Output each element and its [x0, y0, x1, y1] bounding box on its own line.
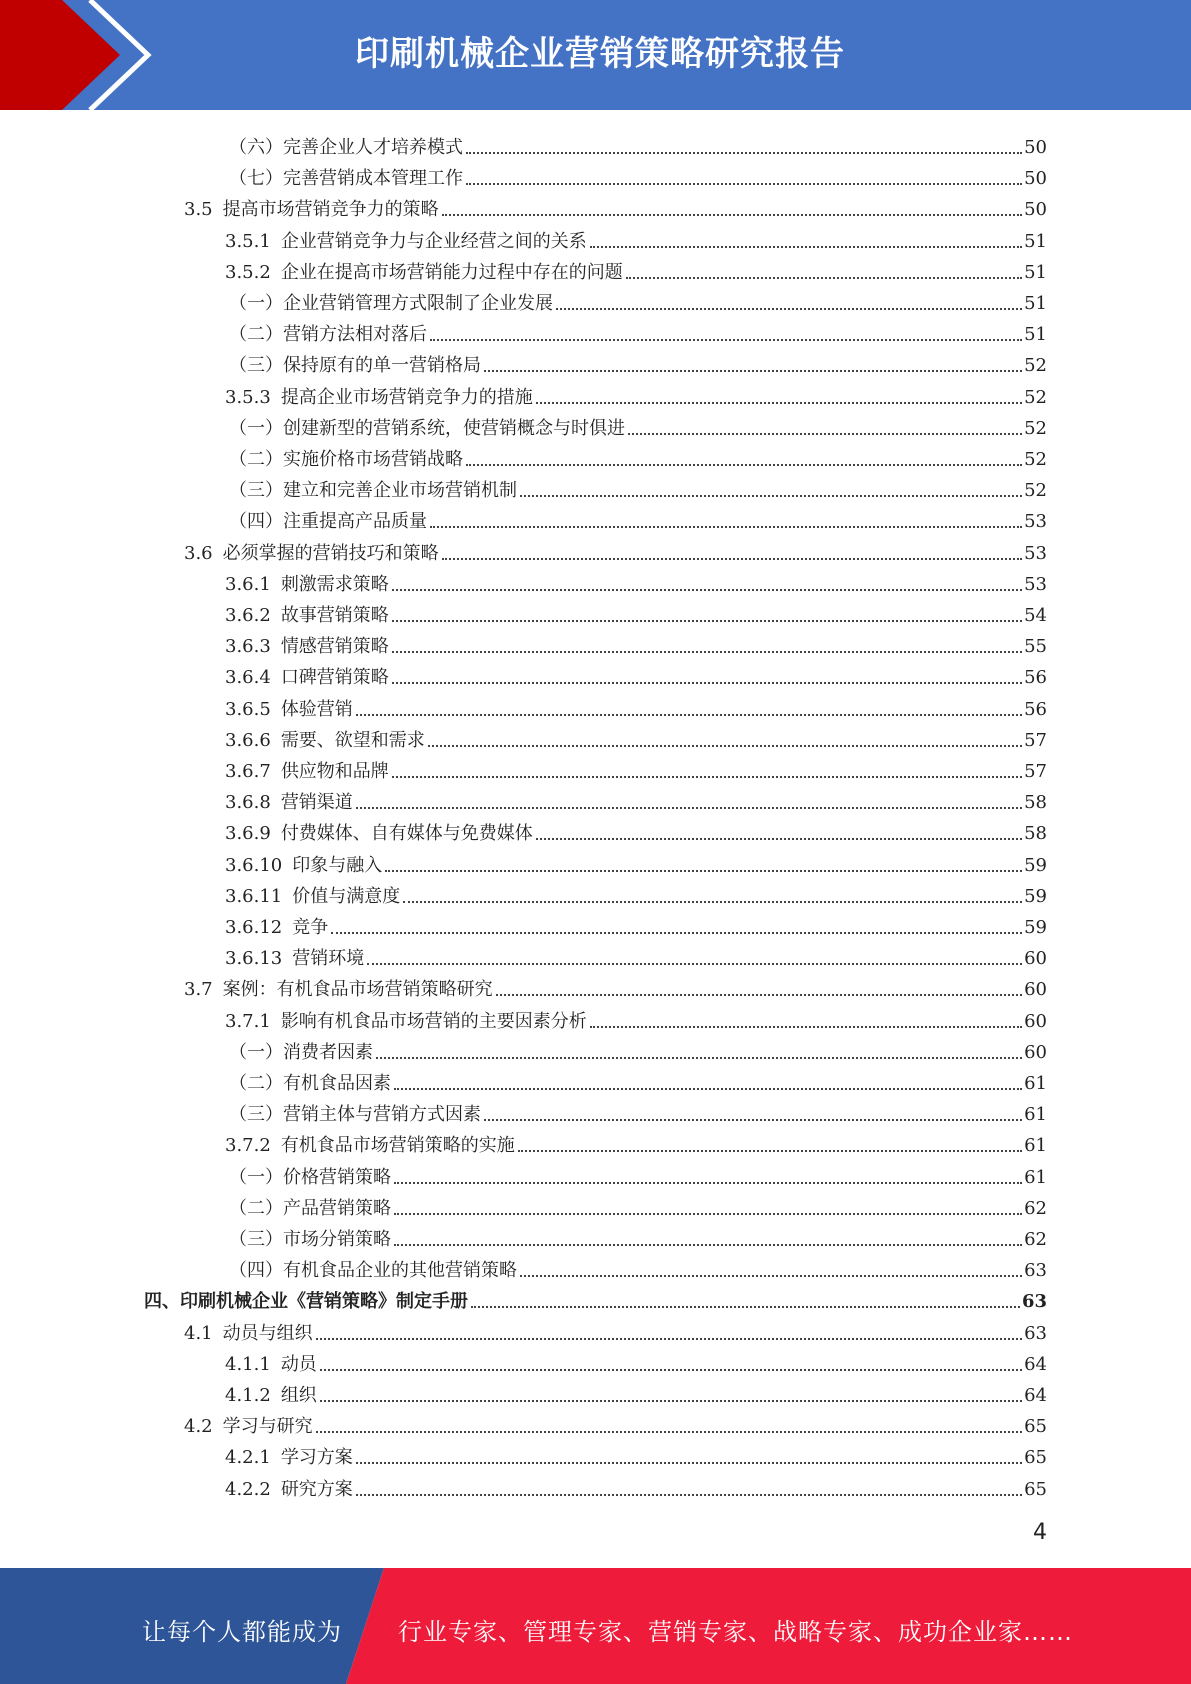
toc-dot-leader [520, 495, 1022, 497]
toc-entry[interactable] [225, 1438, 1047, 1469]
toc-entry-number: 3.6.8 [225, 792, 271, 814]
toc-entry[interactable] [225, 1345, 1047, 1376]
toc-entry[interactable] [229, 128, 1047, 159]
toc-entry-number: 4.1.1 [225, 1353, 271, 1375]
toc-dot-leader [628, 433, 1022, 435]
toc-entry-page: 63 [1024, 1322, 1047, 1344]
toc-entry-number: 3.6.7 [225, 761, 271, 782]
toc-entry[interactable] [225, 877, 1047, 908]
toc-entry[interactable] [225, 846, 1047, 877]
toc-dot-leader [590, 246, 1022, 248]
toc-entry-title: 供应物和品牌 [280, 761, 389, 782]
footer-slogan-right: 行业专家、管理专家、营销专家、战略专家、成功企业家…… [398, 1618, 1073, 1646]
toc-dot-leader [536, 402, 1022, 404]
toc-dot-leader [590, 1026, 1022, 1028]
toc-entry[interactable] [184, 534, 1047, 565]
toc-entry[interactable] [144, 1282, 1047, 1313]
toc-entry-number: 3.6.4 [225, 667, 271, 689]
page-header [0, 0, 1191, 110]
toc-entry-number: 3.5 [184, 199, 213, 221]
toc-dot-leader [556, 308, 1022, 310]
toc-entry[interactable] [229, 440, 1047, 471]
toc-entry-number: 3.6.13 [225, 948, 283, 970]
toc-entry-page: 64 [1024, 1385, 1047, 1406]
toc-dot-leader [394, 1213, 1022, 1215]
toc-entry-number: 3.7 [184, 979, 213, 1001]
toc-entry-page: 58 [1024, 823, 1047, 845]
toc-entry-title: 影响有机食品市场营销的主要因素分析 [280, 1010, 587, 1032]
toc-entry-title: 提高市场营销竞争力的策略 [222, 199, 439, 221]
toc-dot-leader [520, 1275, 1022, 1277]
toc-entry-page: 53 [1024, 511, 1047, 533]
toc-entry[interactable] [225, 253, 1047, 284]
toc-entry[interactable] [184, 1407, 1047, 1438]
toc-dot-leader [442, 558, 1022, 560]
toc-entry[interactable] [229, 1189, 1047, 1220]
toc-dot-leader [316, 1338, 1022, 1340]
toc-entry-title: 营销渠道 [280, 792, 353, 814]
toc-entry-number: 4.2.1 [225, 1447, 271, 1469]
toc-entry-title: 体验营销 [280, 698, 353, 720]
toc-dot-leader [331, 932, 1022, 934]
toc-entry-title: 必须掌握的营销技巧和策略 [222, 542, 439, 564]
toc-dot-leader [466, 152, 1022, 154]
toc-entry-page: 51 [1024, 324, 1047, 346]
toc-entry-number: 3.5.3 [225, 386, 271, 408]
toc-entry-page: 56 [1024, 667, 1047, 689]
toc-entry-number: 3.6.6 [225, 729, 271, 751]
toc-entry-title: （二）产品营销策略 [229, 1197, 391, 1219]
toc-entry[interactable] [225, 378, 1047, 409]
toc-dot-leader [320, 1369, 1022, 1371]
toc-dot-leader [320, 1400, 1022, 1402]
toc-entry-number: 3.5.1 [225, 230, 271, 252]
toc-entry-title: 研究方案 [280, 1478, 353, 1500]
toc-entry-title: 需要、欲望和需求 [280, 729, 425, 751]
toc-entry[interactable] [229, 1220, 1047, 1251]
toc-entry[interactable] [225, 658, 1047, 689]
toc-dot-leader [430, 526, 1022, 528]
toc-entry-page: 65 [1024, 1478, 1047, 1500]
toc-dot-leader [392, 589, 1022, 591]
toc-dot-leader [442, 214, 1022, 216]
toc-entry[interactable] [225, 222, 1047, 253]
toc-entry[interactable] [229, 1033, 1047, 1064]
toc-entry-number: 3.6.3 [225, 636, 271, 658]
toc-entry-title: 提高企业市场营销竞争力的措施 [280, 386, 533, 408]
toc-entry-title: （二）实施价格市场营销战略 [229, 449, 463, 470]
toc-entry-page: 50 [1024, 199, 1047, 221]
toc-entry[interactable] [229, 1095, 1047, 1126]
toc-entry-title: （一）消费者因素 [229, 1041, 373, 1063]
toc-entry-title: （一）创建新型的营销系统，使营销概念与时俱进 [229, 417, 625, 439]
toc-entry-page: 59 [1024, 917, 1047, 938]
toc-entry[interactable] [225, 1376, 1047, 1407]
toc-entry-title: （二）营销方法相对落后 [229, 324, 427, 346]
toc-entry-page: 64 [1024, 1353, 1047, 1375]
toc-dot-leader [536, 838, 1022, 840]
toc-entry-title: 印象与融入 [292, 854, 383, 876]
toc-entry-title: （四）有机食品企业的其他营销策略 [229, 1260, 517, 1282]
toc-entry-number: 3.6.10 [225, 854, 283, 876]
toc-entry-title: 学习方案 [280, 1447, 353, 1469]
toc-entry-page: 56 [1024, 698, 1047, 720]
toc-dot-leader [367, 963, 1022, 965]
toc-entry-title: 动员与组织 [222, 1322, 313, 1344]
toc-dot-leader [392, 776, 1022, 778]
toc-dot-leader [466, 183, 1022, 185]
toc-entry[interactable] [225, 783, 1047, 814]
toc-dot-leader [518, 1150, 1022, 1152]
toc-entry-title: 组织 [280, 1385, 317, 1406]
toc-entry-page: 60 [1024, 979, 1047, 1001]
toc-entry-number: 3.6.9 [225, 823, 271, 845]
toc-entry-title: 营销环境 [292, 948, 365, 970]
page-footer [0, 1568, 1191, 1684]
toc-entry-page: 51 [1024, 293, 1047, 314]
toc-entry-title: （六）完善企业人才培养模式 [229, 137, 463, 158]
toc-entry-title: 口碑营销策略 [280, 667, 389, 689]
toc-entry-page: 57 [1024, 761, 1047, 782]
toc-entry-title: （三）市场分销策略 [229, 1229, 391, 1250]
toc-entry[interactable] [229, 502, 1047, 533]
toc-dot-leader [466, 464, 1022, 466]
toc-entry-page: 57 [1024, 729, 1047, 751]
toc-entry-title: 情感营销策略 [280, 636, 389, 658]
toc-entry-page: 53 [1024, 573, 1047, 595]
toc-entry[interactable] [229, 1064, 1047, 1095]
toc-entry-number: 3.5.2 [225, 261, 271, 283]
toc-entry-number: 3.7.2 [225, 1135, 271, 1157]
toc-entry-page: 61 [1024, 1073, 1047, 1094]
toc-entry-page: 62 [1024, 1197, 1047, 1219]
toc-entry[interactable] [225, 1002, 1047, 1033]
toc-dot-leader [496, 994, 1022, 996]
toc-entry-title: （七）完善营销成本管理工作 [229, 168, 463, 190]
toc-entry-title: 企业营销竞争力与企业经营之间的关系 [280, 230, 587, 252]
toc-entry-number: 4.1 [184, 1322, 213, 1344]
toc-entry[interactable] [229, 315, 1047, 346]
toc-entry-number: 3.6.12 [225, 917, 283, 938]
toc-entry-page: 52 [1024, 417, 1047, 439]
toc-entry[interactable] [184, 190, 1047, 221]
toc-entry[interactable] [225, 596, 1047, 627]
toc-entry[interactable] [225, 1470, 1047, 1501]
toc-dot-leader [356, 1462, 1022, 1464]
toc-entry-page: 55 [1024, 636, 1047, 658]
toc-entry-number: 4.2 [184, 1416, 213, 1438]
toc-entry[interactable] [229, 1158, 1047, 1189]
toc-entry[interactable] [229, 346, 1047, 377]
toc-entry[interactable] [184, 1314, 1047, 1345]
toc-entry-page: 52 [1024, 480, 1047, 502]
toc-entry-page: 59 [1024, 854, 1047, 876]
toc-entry[interactable] [229, 409, 1047, 440]
toc-dot-leader [316, 1431, 1022, 1433]
toc-dot-leader [392, 651, 1022, 653]
toc-entry-title: （二）有机食品因素 [229, 1073, 391, 1094]
toc-entry[interactable] [225, 690, 1047, 721]
toc-entry-number: 3.6 [184, 542, 213, 564]
toc-entry-page: 61 [1024, 1104, 1047, 1126]
toc-entry-page: 63 [1021, 1291, 1047, 1313]
toc-entry-title: 企业在提高市场营销能力过程中存在的问题 [280, 261, 623, 283]
toc-dot-leader [394, 1244, 1022, 1246]
toc-entry[interactable] [229, 159, 1047, 190]
toc-entry[interactable] [225, 814, 1047, 845]
toc-entry-page: 62 [1024, 1229, 1047, 1250]
toc-entry-title: （三）保持原有的单一营销格局 [229, 355, 481, 377]
toc-entry-number: 3.7.1 [225, 1010, 271, 1032]
toc-entry[interactable] [184, 970, 1047, 1001]
toc-entry-number: 4.1.2 [225, 1385, 271, 1406]
toc-entry-title: （四）注重提高产品质量 [229, 511, 427, 533]
footer-slogan-left: 让每个人都能成为 [142, 1618, 342, 1646]
toc-entry-title: （一）企业营销管理方式限制了企业发展 [229, 293, 553, 314]
toc-entry-page: 61 [1024, 1135, 1047, 1157]
toc-entry-page: 50 [1024, 168, 1047, 190]
toc-entry-page: 54 [1024, 605, 1047, 626]
toc-entry[interactable] [225, 939, 1047, 970]
toc-entry-page: 65 [1024, 1447, 1047, 1469]
toc-entry-title: 竞争 [292, 917, 329, 938]
toc-entry-title: 动员 [280, 1353, 317, 1375]
toc-entry-page: 58 [1024, 792, 1047, 814]
toc-dot-leader [484, 370, 1022, 372]
page-number: 4 [1033, 1520, 1047, 1545]
toc-entry-page: 51 [1024, 230, 1047, 252]
toc-entry-title: 付费媒体、自有媒体与免费媒体 [280, 823, 533, 845]
toc-entry-title: 有机食品市场营销策略的实施 [280, 1135, 515, 1157]
toc-dot-leader [392, 682, 1022, 684]
toc-entry-page: 53 [1024, 542, 1047, 564]
toc-dot-leader [394, 1182, 1022, 1184]
toc-entry-number: 3.6.1 [225, 573, 271, 595]
toc-dot-leader [403, 901, 1022, 903]
toc-entry-number: 4.2.2 [225, 1478, 271, 1500]
toc-entry-page: 65 [1024, 1416, 1047, 1438]
toc-entry-page: 52 [1024, 449, 1047, 470]
toc-entry[interactable] [225, 908, 1047, 939]
toc-entry[interactable] [225, 752, 1047, 783]
toc-entry[interactable] [225, 721, 1047, 752]
toc-entry-number: 3.6.2 [225, 605, 271, 626]
toc-entry-title: 价值与满意度 [292, 885, 401, 907]
toc-entry-page: 52 [1024, 386, 1047, 408]
toc-dot-leader [626, 277, 1022, 279]
toc-entry-title: （三）建立和完善企业市场营销机制 [229, 480, 517, 502]
toc-entry-page: 50 [1024, 137, 1047, 158]
toc-entry[interactable] [229, 471, 1047, 502]
toc-dot-leader [356, 714, 1022, 716]
toc-entry[interactable] [225, 1126, 1047, 1157]
toc-dot-leader [394, 1088, 1022, 1090]
toc-entry[interactable] [229, 284, 1047, 315]
toc-dot-leader [484, 1119, 1022, 1121]
toc-entry-title: （一）价格营销策略 [229, 1166, 391, 1188]
toc-entry-page: 61 [1024, 1166, 1047, 1188]
toc-entry[interactable] [229, 1251, 1047, 1282]
toc-dot-leader [430, 339, 1022, 341]
toc-entry-page: 51 [1024, 261, 1047, 283]
toc-entry-page: 60 [1024, 948, 1047, 970]
toc-entry-page: 63 [1024, 1260, 1047, 1282]
toc-entry-page: 59 [1024, 885, 1047, 907]
toc-dot-leader [385, 870, 1022, 872]
toc-entry-title: 刺激需求策略 [280, 573, 389, 595]
toc-dot-leader [376, 1057, 1022, 1059]
toc-entry-title: 四、印刷机械企业《营销策略》制定手册 [144, 1291, 468, 1313]
toc-entry-page: 52 [1024, 355, 1047, 377]
toc-entry-number: 3.6.5 [225, 698, 271, 720]
toc-entry-title: 故事营销策略 [280, 605, 389, 626]
report-title: 印刷机械企业营销策略研究报告 [355, 34, 845, 74]
toc-entry-title: （三）营销主体与营销方式因素 [229, 1104, 481, 1126]
toc-dot-leader [356, 1494, 1022, 1496]
toc-dot-leader [471, 1306, 1020, 1308]
toc-dot-leader [392, 620, 1022, 622]
toc-entry-number: 3.6.11 [225, 885, 283, 907]
toc-entry-title: 案例：有机食品市场营销策略研究 [222, 979, 493, 1001]
toc-entry[interactable] [225, 627, 1047, 658]
toc-entry-page: 60 [1024, 1010, 1047, 1032]
toc-dot-leader [428, 745, 1022, 747]
toc-entry[interactable] [225, 565, 1047, 596]
toc-dot-leader [356, 807, 1022, 809]
toc-entry-title: 学习与研究 [222, 1416, 313, 1438]
toc-entry-page: 60 [1024, 1041, 1047, 1063]
